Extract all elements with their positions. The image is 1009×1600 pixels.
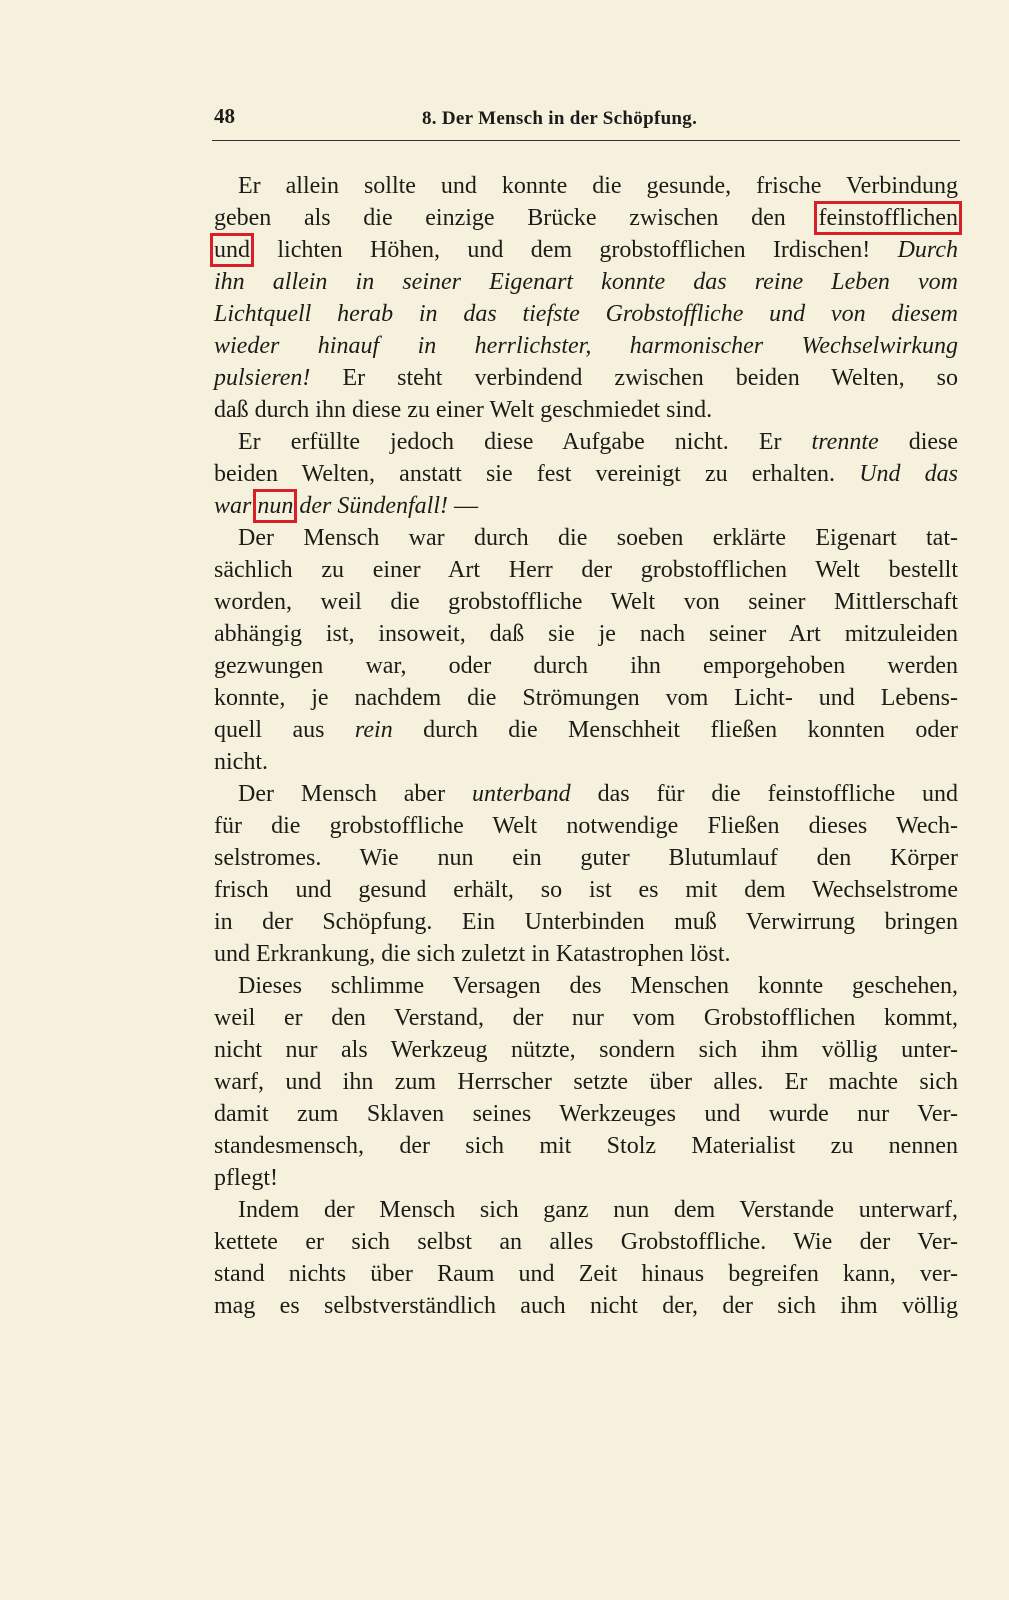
text-line: nicht nur als Werkzeug nützte, sondern sich ihm völlig unter-	[214, 1037, 958, 1063]
underlined-comma: ,	[434, 237, 441, 263]
text-line: selstromes. Wie nun ein guter Blutumlauf den Körper	[214, 845, 958, 871]
text-line: ihn allein in seiner Eigenart konnte das reine Leben vom	[214, 269, 958, 295]
text-line: frisch und gesund erhält, so ist es mit dem Wechselstrome	[214, 877, 958, 903]
text-line: und Erkrankung, die sich zuletzt in Katastrophen löst.	[214, 941, 731, 967]
text-line: für die grobstoffliche Welt notwendige Fließen dieses Wech-	[214, 813, 958, 839]
text-line: Lichtquell herab in das tiefste Grobstoffliche und von diesem	[214, 301, 958, 327]
body-text	[214, 170, 958, 1322]
highlighted-word: und	[214, 237, 250, 263]
text-line: wieder hinauf in herrlichster, harmonischer Wechselwirkung	[214, 333, 958, 359]
text-line: weil er den Verstand, der nur vom Grobstofflichen kommt,	[214, 1005, 958, 1031]
text-line: Indem der Mensch sich ganz nun dem Verstande unterwarf,	[238, 1197, 958, 1223]
text-line: quell aus rein durch die Menschheit fließen konnten oder	[214, 717, 959, 743]
text-line: gezwungen war, oder durch ihn emporgehoben werden	[214, 653, 958, 679]
text-line: kettete er sich selbst an alles Grobstoffliche. Wie der Ver-	[214, 1229, 958, 1255]
text-line: beiden Welten, anstatt sie fest vereinigt zu erhalten. Und das	[214, 461, 959, 487]
text-line: war nun der Sündenfall! —	[214, 493, 478, 519]
text-line: konnte, je nachdem die Strömungen vom Licht- und Lebens-	[214, 685, 958, 711]
text-line: in der Schöpfung. Ein Unterbinden muß Verwirrung bringen	[214, 909, 958, 935]
text-line: Der Mensch aber unterband das für die feinstoffliche und	[238, 781, 958, 807]
text-line: pulsieren! Er steht verbindend zwischen beiden Welten, so	[214, 365, 958, 391]
text-line: nicht.	[214, 749, 268, 775]
text-line: und lichten Höhen, und dem grobstofflichen Irdischen! Durch	[214, 237, 959, 263]
text-line: geben als die einzige Brücke zwischen den feinstofflichen	[214, 205, 958, 231]
text-line: abhängig ist, insoweit, daß sie je nach seiner Art mitzuleiden	[214, 621, 958, 647]
text-line: mag es selbstverständlich auch nicht der, der sich ihm völlig	[214, 1293, 958, 1319]
text-line: stand nichts über Raum und Zeit hinaus begreifen kann, ver-	[214, 1261, 958, 1287]
text-line: warf, und ihn zum Herrscher setzte über alles. Er machte sich	[214, 1069, 958, 1095]
running-title: 8. Der Mensch in der Schöpfung.	[422, 108, 698, 129]
text-line: Er allein sollte und konnte die gesunde, frische Verbindung	[238, 173, 958, 199]
text-line: daß durch ihn diese zu einer Welt geschmiedet sind.	[214, 397, 713, 423]
text-line: worden, weil die grobstoffliche Welt von seiner Mittlerschaft	[214, 589, 958, 615]
text-line: Der Mensch war durch die soeben erklärte Eigenart tat-	[238, 525, 958, 551]
text-line: Er erfüllte jedoch diese Aufgabe nicht. Er trennte diese	[238, 429, 959, 455]
text-line: pflegt!	[214, 1165, 278, 1191]
text-line: sächlich zu einer Art Herr der grobstofflichen Welt bestellt	[214, 557, 958, 583]
highlighted-word: nun	[257, 493, 294, 519]
highlighted-word: feinstofflichen	[818, 205, 958, 231]
text-line: Dieses schlimme Versagen des Menschen konnte geschehen,	[238, 973, 958, 999]
page-header	[212, 104, 960, 141]
text-line: damit zum Sklaven seines Werkzeuges und wurde nur Ver-	[214, 1101, 958, 1127]
text-line: standesmensch, der sich mit Stolz Materialist zu nennen	[214, 1133, 958, 1159]
page-number: 48	[214, 104, 235, 128]
